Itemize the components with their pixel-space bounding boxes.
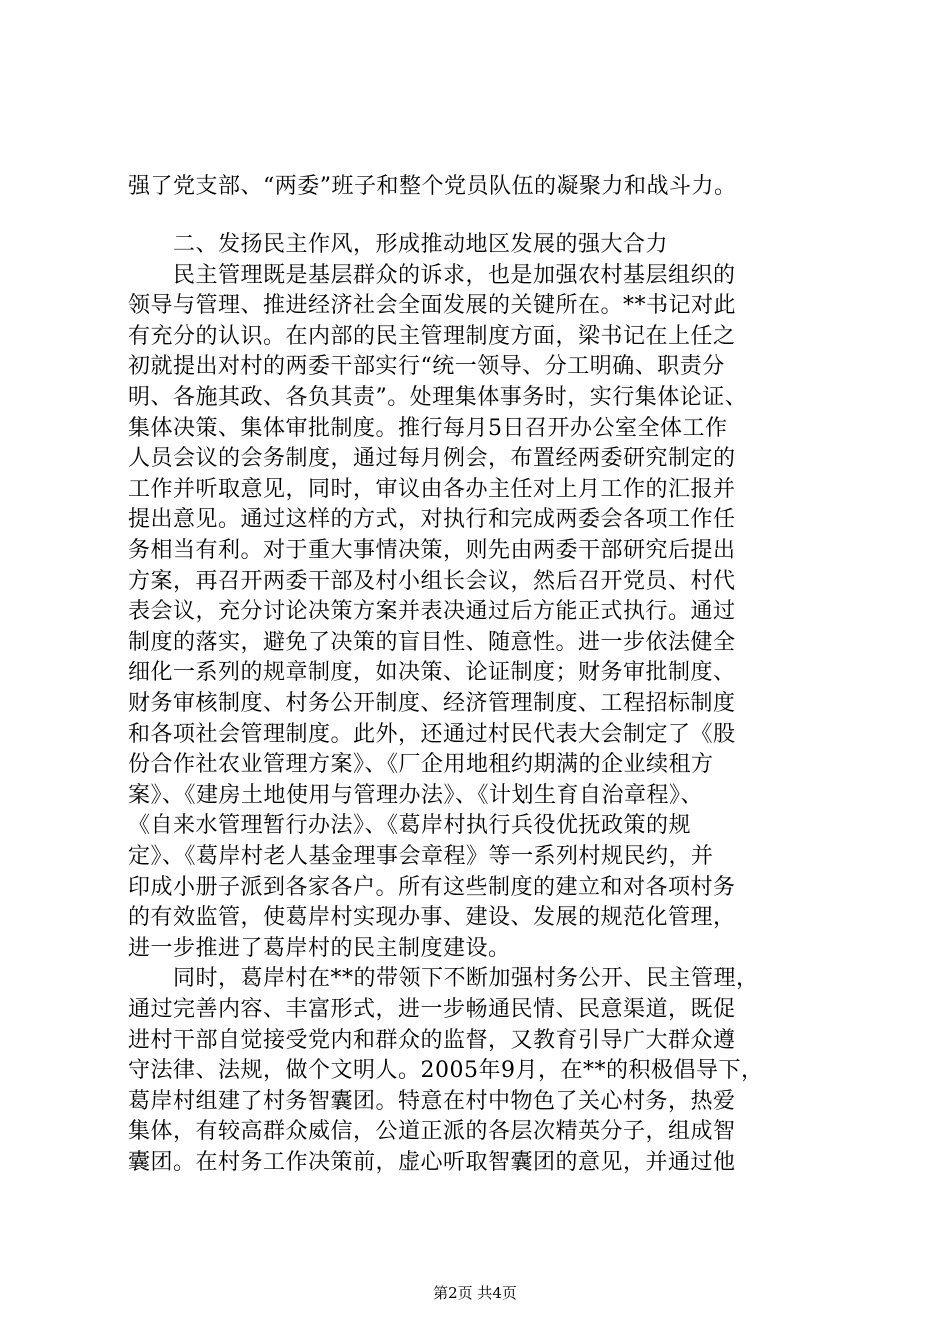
text-line: 初就提出对村的两委干部实行“统一领导、分工明确、职责分 [128,354,725,380]
text-line: 定》、《葛岸村老人基金理事会章程》等一系列村规民约，并 [128,844,714,869]
text-line: 葛岸村组建了村务智囊团。特意在村中物色了关心村务，热爱 [128,1088,736,1114]
text-line: 方案，再召开两委干部及村小组长会议，然后召开党员、村代 [128,568,736,594]
text-line: 份合作社农业管理方案》、《厂企用地租约期满的企业续租方 [128,752,714,778]
text-line: 进一步推进了葛岸村的民主制度建设。 [128,935,511,961]
text-line: 集体，有较高群众威信，公道正派的各层次精英分子，组成智 [128,1119,736,1145]
text-line: 的有效监管，使葛岸村实现办事、建设、发展的规范化管理， [128,905,736,931]
text-line: 守法律、法规，做个文明人。2005年9月，在**的积极倡导下， [128,1058,764,1084]
text-line: 人员会议的会务制度，通过每月例会，布置经两委研究制定的 [128,446,736,472]
text-line: 《自来水管理暂行办法》、《葛岸村执行兵役优抚政策的规 [128,813,692,839]
text-line: 务相当有利。对于重大事情决策，则先由两委干部研究后提出 [128,538,736,563]
text-line: 印成小册子派到各家各户。所有这些制度的建立和对各项村务 [128,874,736,900]
text-line: 细化一系列的规章制度，如决策、论证制度；财务审批制度、 [128,660,736,686]
text-line: 囊团。在村务工作决策前，虚心听取智囊团的意见，并通过他 [128,1150,736,1175]
text-line: 有充分的认识。在内部的民主管理制度方面，梁书记在上任之 [128,323,736,349]
text-line: 财务审核制度、村务公开制度、经济管理制度、工程招标制度 [128,691,736,716]
text-line: 同时，葛岸村在**的带领下不断加强村务公开、民主管理， [128,966,759,992]
text-line: 案》、《建房土地使用与管理办法》、《计划生育自治章程》、 [128,782,704,808]
text-line: 通过完善内容、丰富形式，进一步畅通民情、民意渠道，既促 [128,997,736,1022]
text-line: 明、各施其政、各负其责”。处理集体事务时，实行集体论证、 [128,385,748,410]
text-line: 二、发扬民主作风，形成推动地区发展的强大合力 [128,232,669,257]
text-line: 强了党支部、“两委”班子和整个党员队伍的凝聚力和战斗力。 [128,174,737,199]
text-line: 提出意见。通过这样的方式，对执行和完成两委会各项工作任 [128,507,736,533]
text-line: 进村干部自觉接受党内和群众的监督，又教育引导广大群众遵 [128,1027,736,1053]
text-line: 表会议，充分讨论决策方案并表决通过后方能正式执行。通过 [128,599,736,625]
text-line: 民主管理既是基层群众的诉求，也是加强农村基层组织的 [128,262,736,288]
text-line: 集体决策、集体审批制度。推行每月5日召开办公室全体工作 [128,415,728,441]
text-line: 和各项社会管理制度。此外，还通过村民代表大会制定了《股 [128,721,736,747]
text-line: 领导与管理、推进经济社会全面发展的关键所在。**书记对此 [128,293,737,319]
text-line: 制度的落实，避免了决策的盲目性、随意性。进一步依法健全 [128,629,736,655]
page-footer: 第2页 共4页 [433,1284,517,1302]
text-line: 工作并听取意见，同时，审议由各办主任对上月工作的汇报并 [128,476,736,502]
